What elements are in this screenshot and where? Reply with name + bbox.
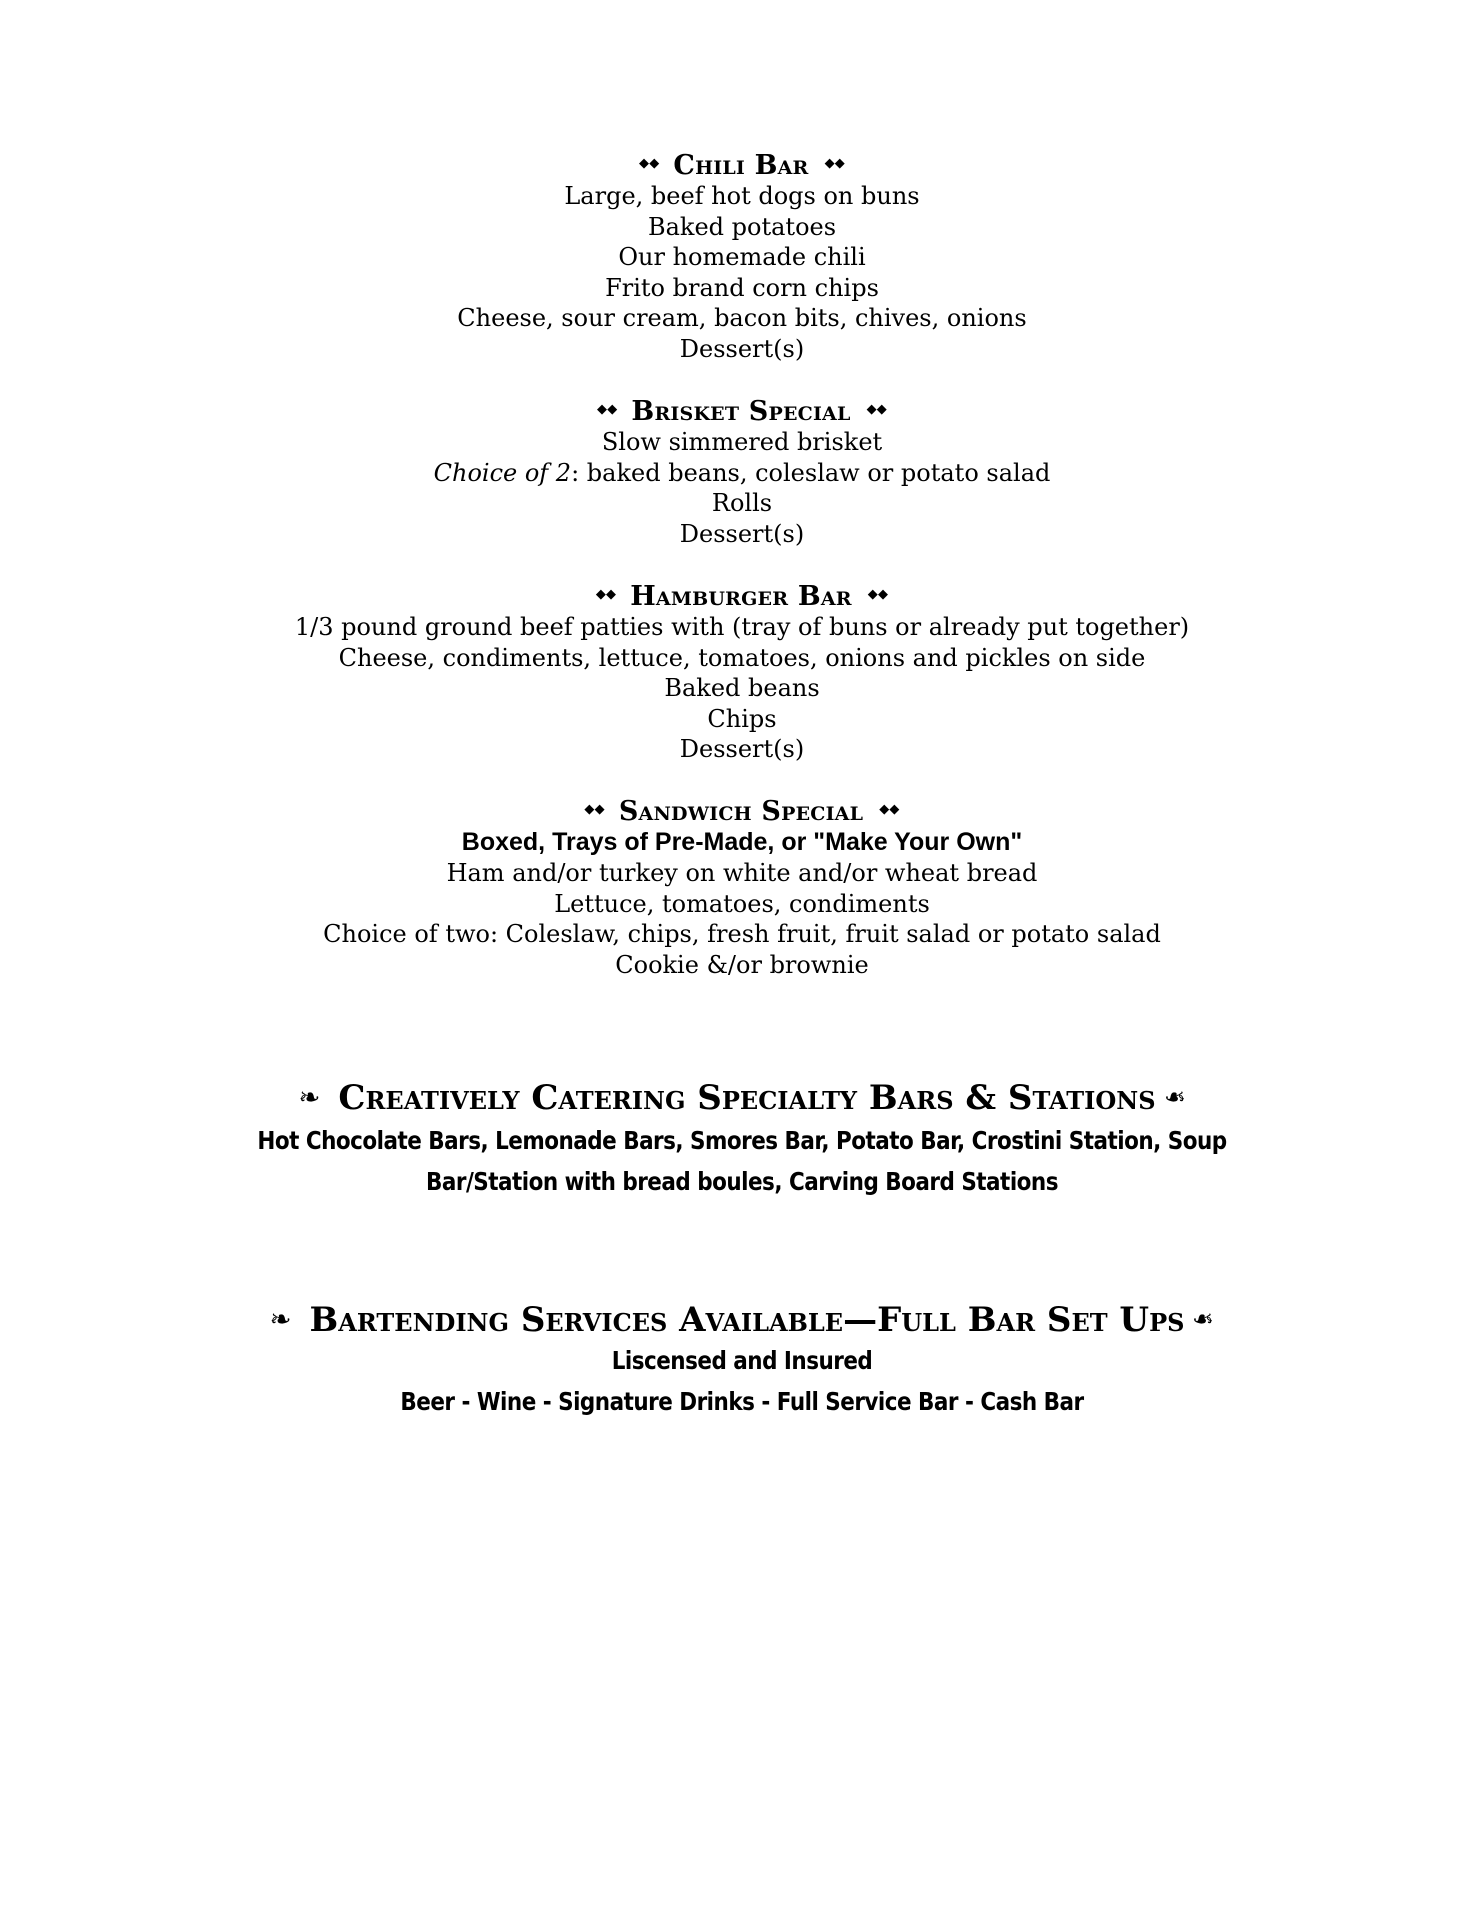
- section-title: Hamburger Bar: [630, 581, 852, 612]
- menu-line: Large, beef hot dogs on buns: [564, 182, 920, 210]
- menu-line: Chips: [707, 704, 777, 733]
- section-title: Sandwich Special: [618, 796, 864, 827]
- menu-line: Rolls: [711, 489, 773, 517]
- section-heading: [0, 397, 1484, 427]
- sandwich-special-section: [0, 797, 1484, 980]
- specialty-heading: [0, 1078, 1484, 1120]
- menu-line: 1/3 pound ground beef patties with (tray of buns or already put together): [294, 613, 1190, 641]
- bartending-description: [104, 1340, 1380, 1422]
- bartending-heading: [0, 1300, 1484, 1342]
- specialty-line: Hot Chocolate Bars, Lemonade Bars, Smores Bar, Potato Bar, Crostini Station, Soup: [257, 1126, 1227, 1155]
- specialty-title: Creatively Catering Specialty Bars & Stations: [338, 1078, 1156, 1118]
- diamond-ornament-icon: ◆◆: [597, 401, 618, 417]
- menu-line: Dessert(s): [679, 334, 805, 363]
- flourish-right-icon: ❧: [1163, 1083, 1186, 1113]
- bartending-line: Beer - Wine - Signature Drinks - Full Service Bar - Cash Bar: [400, 1387, 1084, 1416]
- section-subtitle: Boxed, Trays of Pre-Made, or "Make Your Own": [461, 828, 1023, 856]
- diamond-ornament-icon: ◆◆: [595, 586, 617, 602]
- section-heading: [0, 151, 1484, 181]
- diamond-ornament-icon: ◆◆: [879, 801, 900, 817]
- bartending-line: Liscensed and Insured: [611, 1346, 873, 1375]
- flourish-right-icon: ❧: [1192, 1305, 1215, 1335]
- choice-emphasis: Choice of 2: [433, 458, 572, 487]
- section-title: Brisket Special: [631, 396, 851, 427]
- menu-line: Ham and/or turkey on white and/or wheat bread: [446, 859, 1038, 887]
- menu-line: Cookie &/or brownie: [615, 950, 869, 979]
- hamburger-bar-section: [0, 582, 1484, 765]
- menu-line: Baked potatoes: [647, 212, 837, 241]
- flourish-left-icon: ❧: [269, 1305, 292, 1335]
- menu-line: Cheese, sour cream, bacon bits, chives, onions: [457, 304, 1027, 332]
- diamond-ornament-icon: ◆◆: [866, 401, 887, 417]
- menu-line: Baked beans: [664, 674, 820, 702]
- diamond-ornament-icon: ◆◆: [639, 155, 660, 171]
- diamond-ornament-icon: ◆◆: [824, 155, 845, 171]
- diamond-ornament-icon: ◆◆: [584, 801, 605, 817]
- section-heading: [0, 797, 1484, 827]
- diamond-ornament-icon: ◆◆: [867, 586, 889, 602]
- menu-line: Frito brand corn chips: [605, 273, 879, 302]
- section-heading: [0, 582, 1484, 612]
- specialty-line: Bar/Station with bread boules, Carving Board Stations: [425, 1167, 1058, 1196]
- specialty-description: [104, 1120, 1380, 1202]
- menu-line: Slow simmered brisket: [601, 428, 883, 456]
- chili-bar-section: [0, 151, 1484, 364]
- bartending-title: Bartending Services Available—Full Bar Set Ups: [309, 1300, 1185, 1340]
- menu-line: Dessert(s): [679, 519, 805, 548]
- menu-line: [0, 458, 1484, 489]
- section-title: Chili Bar: [673, 150, 809, 181]
- menu-line: Our homemade chili: [618, 243, 866, 271]
- menu-line: Choice of two: Coleslaw, chips, fresh fruit, fruit salad or potato salad: [323, 920, 1161, 948]
- menu-line: Lettuce, tomatoes, condiments: [554, 889, 930, 918]
- menu-line: Cheese, condiments, lettuce, tomatoes, onions and pickles on side: [338, 643, 1146, 672]
- brisket-special-section: [0, 397, 1484, 549]
- flourish-left-icon: ❧: [298, 1083, 321, 1113]
- menu-line: Dessert(s): [679, 735, 805, 763]
- choice-options: : baked beans, coleslaw or potato salad: [571, 458, 1051, 487]
